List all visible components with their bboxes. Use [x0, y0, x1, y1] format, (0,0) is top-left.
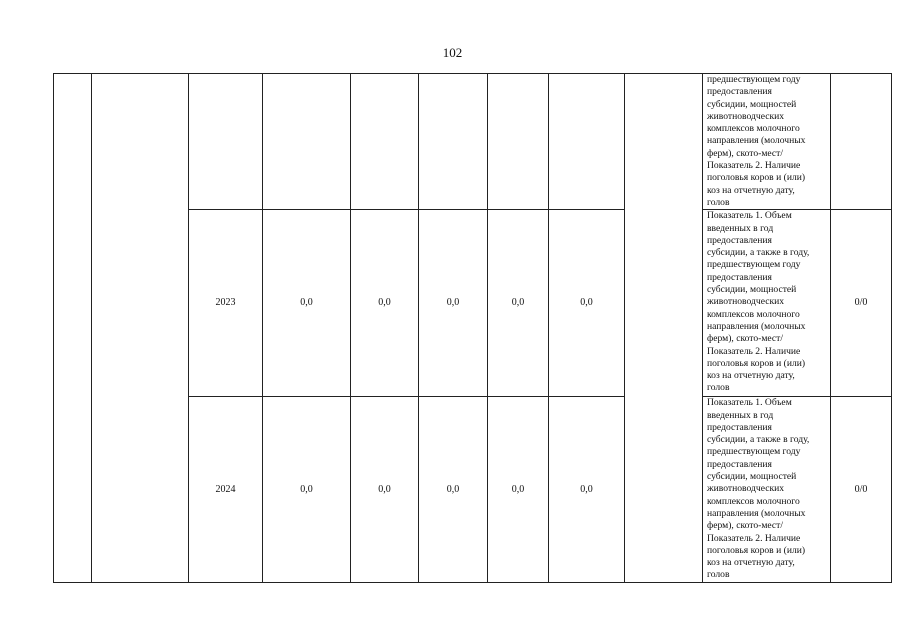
cell-amount-total: 0,0: [263, 210, 351, 397]
cell-amount-local: 0,0: [488, 397, 549, 583]
cell-amount-federal: [351, 74, 419, 210]
cell-amount-federal: 0,0: [351, 210, 419, 397]
cell-amount-other: [549, 74, 625, 210]
cell-amount-other: 0,0: [549, 210, 625, 397]
cell-amount-other: 0,0: [549, 397, 625, 583]
cell-amount-regional: 0,0: [419, 210, 488, 397]
cell-amount-local: [488, 74, 549, 210]
cell-measure-name: [92, 74, 189, 583]
cell-amount-total: [263, 74, 351, 210]
cell-year: 2024: [189, 397, 263, 583]
cell-indicator-value: [831, 74, 892, 210]
cell-indicator-value: 0/0: [831, 397, 892, 583]
cell-executor: [625, 74, 703, 583]
page-number: 102: [442, 45, 463, 60]
cell-amount-total: 0,0: [263, 397, 351, 583]
cell-amount-regional: [419, 74, 488, 210]
cell-amount-regional: 0,0: [419, 397, 488, 583]
cell-indicator: [703, 210, 831, 397]
indicator-text: предшествующем году предоставления субсидии, мощностей животноводческих комплексов молочного направления (молочных ферм), ското-мест/ Показатель 2. Наличие поголовья коров и (или) коз на отчетную дату, голов: [707, 74, 806, 208]
indicator-text: Показатель 1. Объем введенных в год предоставления субсидии, а также в году, предшествующем году предоставления субсидии, мощностей животноводческих комплексов молочного направления (молочных ферм), ското-мест/ Показатель 2. Наличие поголовья коров и (или) коз на отчетную дату, голов: [707, 397, 810, 581]
cell-number: [54, 74, 92, 583]
indicator-text: Показатель 1. Объем введенных в год предоставления субсидии, а также в году, предшествующем году предоставления субсидии, мощностей животноводческих комплексов молочного направления (молочных ферм), ското-мест/ Показатель 2. Наличие поголовья коров и (или) коз на отчетную дату, голов: [707, 210, 810, 394]
program-table: [53, 73, 892, 583]
cell-indicator: [703, 397, 831, 583]
cell-indicator-value: 0/0: [831, 210, 892, 397]
cell-amount-federal: 0,0: [351, 397, 419, 583]
cell-indicator: [703, 74, 831, 210]
cell-year: [189, 74, 263, 210]
cell-amount-local: 0,0: [488, 210, 549, 397]
table-row: [54, 74, 892, 210]
cell-year: 2023: [189, 210, 263, 397]
